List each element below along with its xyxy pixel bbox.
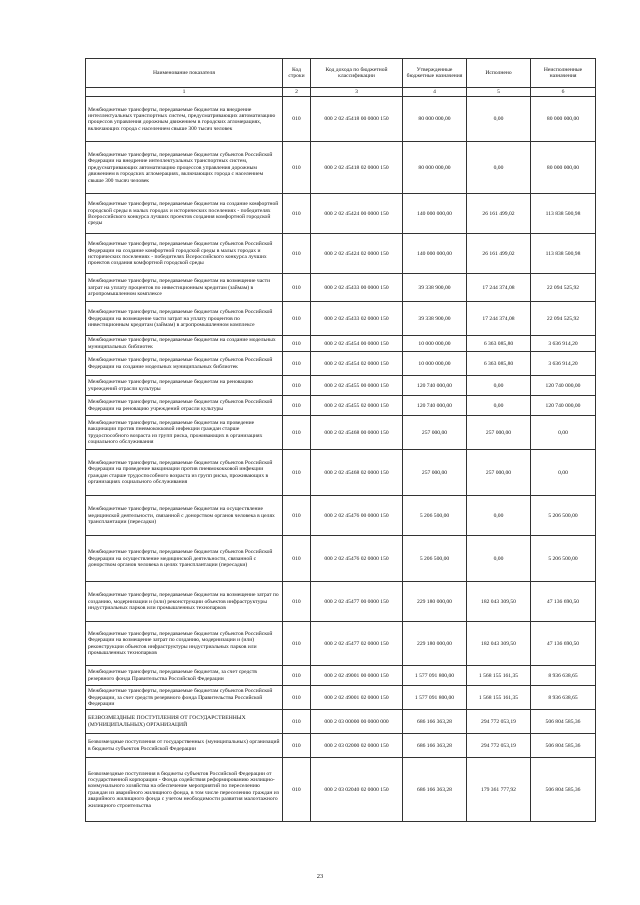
table-row	[86, 710, 596, 734]
cell-remaining: 8 936 638,65	[531, 686, 596, 710]
cell-approved: 5 206 500,00	[403, 496, 467, 536]
cell-remaining: 80 000 000,00	[531, 142, 596, 194]
cell-approved: 10 000 000,00	[403, 336, 467, 352]
cell-done: 0,00	[467, 396, 531, 416]
cell-kbk: 000 2 02 45424 02 0000 150	[311, 234, 403, 274]
cell-approved: 1 577 091 800,00	[403, 686, 467, 710]
cell-done: 0,00	[467, 536, 531, 582]
cell-approved: 120 740 000,00	[403, 396, 467, 416]
table-row	[86, 396, 596, 416]
cell-kbk: 000 2 02 45433 02 0000 150	[311, 302, 403, 336]
cell-code: 010	[283, 734, 311, 758]
table-row	[86, 194, 596, 234]
cell-kbk: 000 2 02 45477 02 0000 150	[311, 622, 403, 666]
cell-done: 0,00	[467, 142, 531, 194]
cell-approved: 229 180 000,00	[403, 622, 467, 666]
header-kbk: Код дохода по бюджетной классификации	[311, 59, 403, 88]
cell-kbk: 000 2 02 45418 02 0000 150	[311, 142, 403, 194]
table-row	[86, 416, 596, 450]
cell-done: 17 244 374,08	[467, 274, 531, 302]
cell-remaining: 120 740 000,00	[531, 376, 596, 396]
table-row	[86, 666, 596, 686]
cell-code: 010	[283, 97, 311, 142]
cell-approved: 80 000 000,00	[403, 97, 467, 142]
table-row	[86, 234, 596, 274]
cell-name: Межбюджетные трансферты, передаваемые бюджетам субъектов Российской Федерации на возмещение части затрат на уплату процентов по инвестиционным кредитам (займам) в агропромышленном комплексе	[86, 302, 283, 336]
header-num: 6	[531, 88, 596, 97]
cell-kbk: 000 2 02 45424 00 0000 150	[311, 194, 403, 234]
cell-code: 010	[283, 194, 311, 234]
table-row	[86, 450, 596, 496]
cell-name: Межбюджетные трансферты, передаваемые бюджетам субъектов Российской Федерации на возмещение затрат по созданию, модернизации и (или) реконструкции объектов инфраструктуры индустриальных парков или промышленных технопарков	[86, 622, 283, 666]
cell-code: 010	[283, 234, 311, 274]
cell-approved: 140 000 000,00	[403, 194, 467, 234]
cell-remaining: 5 206 500,00	[531, 536, 596, 582]
page-number: 23	[316, 873, 324, 880]
cell-kbk: 000 2 03 02040 02 0000 150	[311, 758, 403, 822]
cell-remaining: 80 000 000,00	[531, 97, 596, 142]
cell-remaining: 0,00	[531, 416, 596, 450]
cell-code: 010	[283, 710, 311, 734]
cell-kbk: 000 2 02 45455 00 0000 150	[311, 376, 403, 396]
cell-remaining: 3 636 914,20	[531, 352, 596, 376]
table-row	[86, 352, 596, 376]
cell-code: 010	[283, 496, 311, 536]
cell-remaining: 47 136 690,50	[531, 622, 596, 666]
cell-code: 010	[283, 142, 311, 194]
cell-remaining: 113 838 500,98	[531, 234, 596, 274]
cell-code: 010	[283, 396, 311, 416]
cell-name: Межбюджетные трансферты, передаваемые бюджетам на возмещение затрат по созданию, модернизации и (или) реконструкции объектов инфраструктуры индустриальных парков или промышленных технопарков	[86, 582, 283, 622]
cell-name: Межбюджетные трансферты, передаваемые бюджетам субъектов Российской Федерации на реновацию учреждений отрасли культуры	[86, 396, 283, 416]
cell-kbk: 000 2 03 00000 00 0000 000	[311, 710, 403, 734]
cell-code: 010	[283, 758, 311, 822]
cell-remaining: 8 936 638,65	[531, 666, 596, 686]
table-row	[86, 536, 596, 582]
cell-name: Межбюджетные трансферты, передаваемые бюджетам на реновацию учреждений отрасли культуры	[86, 376, 283, 396]
cell-code: 010	[283, 352, 311, 376]
table-row	[86, 496, 596, 536]
table-body	[86, 97, 596, 822]
table-row	[86, 302, 596, 336]
cell-code: 010	[283, 686, 311, 710]
cell-done: 6 363 085,80	[467, 352, 531, 376]
cell-code: 010	[283, 582, 311, 622]
cell-kbk: 000 2 02 49001 00 0000 150	[311, 666, 403, 686]
cell-name: Межбюджетные трансферты, передаваемые бюджетам субъектов Российской Федерации, за счет средств резервного фонда Правительства Российской Федерации	[86, 686, 283, 710]
cell-name: Межбюджетные трансферты, передаваемые бюджетам на проведение вакцинации против пневмококковой инфекции граждан старше трудоспособного возраста из групп риска, проживающих в организациях социального обслуживания	[86, 416, 283, 450]
header-remaining: Неисполненные назначения	[531, 59, 596, 88]
cell-remaining: 5 206 500,00	[531, 496, 596, 536]
cell-remaining: 506 804 585,36	[531, 758, 596, 822]
cell-done: 17 244 374,08	[467, 302, 531, 336]
cell-remaining: 47 136 690,50	[531, 582, 596, 622]
cell-remaining: 506 804 585,36	[531, 734, 596, 758]
cell-remaining: 22 094 525,92	[531, 302, 596, 336]
cell-approved: 10 000 000,00	[403, 352, 467, 376]
cell-code: 010	[283, 622, 311, 666]
cell-done: 294 772 053,19	[467, 734, 531, 758]
cell-kbk: 000 2 02 49001 02 0000 150	[311, 686, 403, 710]
header-name: Наименование показателя	[86, 59, 283, 88]
cell-name: Межбюджетные трансферты, передаваемые бюджетам субъектов Российской Федерации на создание комфортной городской среды в малых городах и исторических поселениях - победителях Всероссийского конкурса лучших проектов создания комфортной городской среды	[86, 234, 283, 274]
header-num: 4	[403, 88, 467, 97]
header-num: 1	[86, 88, 283, 97]
cell-kbk: 000 2 02 45454 00 0000 150	[311, 336, 403, 352]
cell-name: Межбюджетные трансферты, передаваемые бюджетам субъектов Российской Федерации на внедрение интеллектуальных транспортных систем, предусматривающих автоматизацию процессов управления дорожным движением в городских агломерациях, включающих города с населением свыше 300 тысяч человек	[86, 142, 283, 194]
header-num: 2	[283, 88, 311, 97]
cell-kbk: 000 2 02 45468 02 0000 150	[311, 450, 403, 496]
header-row	[86, 59, 596, 88]
cell-kbk: 000 2 02 45433 00 0000 150	[311, 274, 403, 302]
cell-done: 257 000,00	[467, 450, 531, 496]
cell-name: Межбюджетные трансферты, передаваемые бюджетам на создание модельных муниципальных библиотек	[86, 336, 283, 352]
header-done: Исполнено	[467, 59, 531, 88]
table-row	[86, 142, 596, 194]
cell-kbk: 000 2 02 45468 00 0000 150	[311, 416, 403, 450]
cell-approved: 39 338 900,00	[403, 274, 467, 302]
cell-name: Межбюджетные трансферты, передаваемые бюджетам на внедрение интеллектуальных транспортных систем, предусматривающих автоматизацию процессов управления дорожным движением в городских агломерациях, включающих города с населением свыше 300 тысяч человек	[86, 97, 283, 142]
cell-remaining: 22 094 525,92	[531, 274, 596, 302]
cell-done: 257 000,00	[467, 416, 531, 450]
header-num: 3	[311, 88, 403, 97]
cell-done: 0,00	[467, 496, 531, 536]
cell-kbk: 000 2 02 45418 00 0000 150	[311, 97, 403, 142]
budget-execution-table	[85, 58, 596, 822]
cell-done: 179 361 777,92	[467, 758, 531, 822]
cell-done: 1 568 155 161,35	[467, 666, 531, 686]
header-approved: Утвержденные бюджетные назначения	[403, 59, 467, 88]
cell-name: Межбюджетные трансферты, передаваемые бюджетам на создание комфортной городской среды в малых городах и исторических поселениях - победителях Всероссийского конкурса лучших проектов создания комфортной городской среды	[86, 194, 283, 234]
header-code: Код строки	[283, 59, 311, 88]
table-row	[86, 734, 596, 758]
cell-kbk: 000 2 03 02000 02 0000 150	[311, 734, 403, 758]
cell-approved: 39 338 900,00	[403, 302, 467, 336]
cell-approved: 257 000,00	[403, 416, 467, 450]
cell-remaining: 113 838 500,98	[531, 194, 596, 234]
cell-name: Межбюджетные трансферты, передаваемые бюджетам субъектов Российской Федерации на осуществление медицинской деятельности, связанной с донорством органов человека в целях трансплантации (пересадки)	[86, 536, 283, 582]
cell-name: Безвозмездные поступления от государственных (муниципальных) организаций в бюджеты субъектов Российской Федерации	[86, 734, 283, 758]
cell-done: 294 772 053,19	[467, 710, 531, 734]
cell-remaining: 120 740 000,00	[531, 396, 596, 416]
cell-remaining: 0,00	[531, 450, 596, 496]
cell-kbk: 000 2 02 45455 02 0000 150	[311, 396, 403, 416]
table-row	[86, 97, 596, 142]
cell-code: 010	[283, 450, 311, 496]
cell-name: БЕЗВОЗМЕЗДНЫЕ ПОСТУПЛЕНИЯ ОТ ГОСУДАРСТВЕННЫХ (МУНИЦИПАЛЬНЫХ) ОРГАНИЗАЦИЙ	[86, 710, 283, 734]
cell-name: Межбюджетные трансферты, передаваемые бюджетам, за счет средств резервного фонда Правительства Российской Федерации	[86, 666, 283, 686]
cell-code: 010	[283, 274, 311, 302]
cell-done: 26 161 499,02	[467, 194, 531, 234]
cell-code: 010	[283, 666, 311, 686]
table-row	[86, 686, 596, 710]
cell-done: 182 043 309,50	[467, 622, 531, 666]
table-row	[86, 274, 596, 302]
table-row	[86, 582, 596, 622]
cell-approved: 80 000 000,00	[403, 142, 467, 194]
cell-name: Межбюджетные трансферты, передаваемые бюджетам на возмещение части затрат на уплату процентов по инвестиционным кредитам (займам) в агропромышленном комплексе	[86, 274, 283, 302]
cell-approved: 1 577 091 800,00	[403, 666, 467, 686]
cell-done: 26 161 499,02	[467, 234, 531, 274]
cell-kbk: 000 2 02 45477 00 0000 150	[311, 582, 403, 622]
cell-approved: 686 166 363,28	[403, 758, 467, 822]
cell-done: 6 363 085,80	[467, 336, 531, 352]
cell-remaining: 506 804 585,36	[531, 710, 596, 734]
cell-kbk: 000 2 02 45476 00 0000 150	[311, 496, 403, 536]
cell-done: 1 568 155 161,35	[467, 686, 531, 710]
cell-code: 010	[283, 376, 311, 396]
cell-done: 182 043 309,50	[467, 582, 531, 622]
header-num: 5	[467, 88, 531, 97]
cell-done: 0,00	[467, 376, 531, 396]
cell-approved: 686 166 363,28	[403, 734, 467, 758]
cell-kbk: 000 2 02 45454 02 0000 150	[311, 352, 403, 376]
table-row	[86, 758, 596, 822]
cell-approved: 257 000,00	[403, 450, 467, 496]
cell-name: Межбюджетные трансферты, передаваемые бюджетам субъектов Российской Федерации на проведение вакцинации против пневмококковой инфекции граждан старше трудоспособного возраста из групп риска, проживающих в организациях социального обслуживания	[86, 450, 283, 496]
cell-approved: 5 206 500,00	[403, 536, 467, 582]
cell-code: 010	[283, 336, 311, 352]
table-row	[86, 336, 596, 352]
cell-done: 0,00	[467, 97, 531, 142]
cell-code: 010	[283, 536, 311, 582]
table-row	[86, 376, 596, 396]
cell-name: Межбюджетные трансферты, передаваемые бюджетам субъектов Российской Федерации на создание модельных муниципальных библиотек	[86, 352, 283, 376]
cell-kbk: 000 2 02 45476 02 0000 150	[311, 536, 403, 582]
cell-approved: 229 180 000,00	[403, 582, 467, 622]
cell-name: Межбюджетные трансферты, передаваемые бюджетам на осуществление медицинской деятельности, связанной с донорством органов человека в целях трансплантации (пересадки)	[86, 496, 283, 536]
header-number-row	[86, 88, 596, 97]
cell-code: 010	[283, 416, 311, 450]
cell-approved: 120 740 000,00	[403, 376, 467, 396]
cell-name: Безвозмездные поступления в бюджеты субъектов Российской Федерации от государственной корпорации - Фонда содействия реформированию жилищно-коммунального хозяйства на обеспечение мероприятий по переселению граждан из аварийного жилищного фонда, в том числе переселению граждан из аварийного жилищного фонда с учетом необходимости развития малоэтажного жилищного строительства	[86, 758, 283, 822]
cell-approved: 140 000 000,00	[403, 234, 467, 274]
table-row	[86, 622, 596, 666]
cell-approved: 686 166 363,28	[403, 710, 467, 734]
cell-code: 010	[283, 302, 311, 336]
cell-remaining: 3 636 914,20	[531, 336, 596, 352]
